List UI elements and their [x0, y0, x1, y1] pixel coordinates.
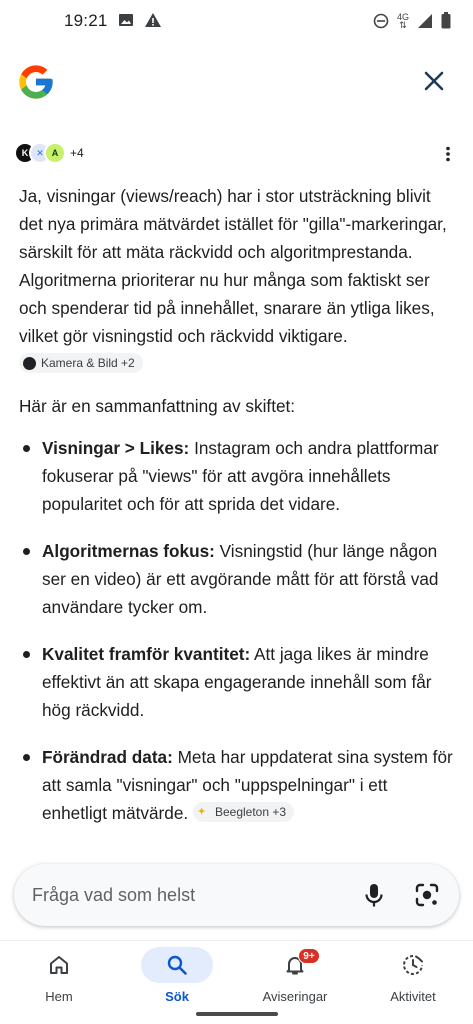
summary-list: [19, 434, 455, 827]
status-time: 19:21: [64, 11, 108, 30]
answer-intro-text: Ja, visningar (views/reach) har i stor utsträckning blivit det nya primära mätvärdet istället för "gilla"-markeringar, särskilt för att mäta räckvidd och algoritmprestanda. Algoritmerna prioriterar nu hur många som faktiskt ser och spenderar tid på innehållet, snarare än ytliga likes, vilket gör visningstid och räckvidd viktigare.: [19, 186, 447, 346]
home-icon: [48, 954, 70, 976]
bullet-title: Visningar > Likes:: [42, 438, 190, 458]
nav-label: Aviseringar: [262, 989, 328, 1004]
activity-icon: [401, 953, 425, 977]
source-chip-label: Kamera & Bild +2: [41, 356, 135, 371]
bullet-text: Att jaga likes är mindre effektivt än att skapa engagerande innehåll som får hög räckvidd.: [42, 644, 432, 720]
bullet-title: Förändrad data:: [42, 747, 173, 767]
ask-input[interactable]: [32, 882, 332, 908]
source-avatar: ✕: [29, 142, 51, 164]
microphone-icon[interactable]: [360, 881, 388, 909]
bullet-text: Visningstid (hur länge någon ser en video) är ett avgörande mått för att förstå vad användare tycker om.: [42, 541, 439, 617]
nav-home[interactable]: [9, 947, 109, 1004]
list-item: [19, 434, 455, 518]
header: [0, 58, 473, 108]
status-bar: [0, 0, 473, 44]
bullet-title: Algoritmernas fokus:: [42, 541, 215, 561]
close-icon[interactable]: [421, 68, 447, 94]
list-item: [19, 640, 455, 724]
dnd-icon: [373, 13, 389, 29]
nav-label: Hem: [45, 989, 73, 1004]
ai-answer: [19, 182, 455, 846]
warning-icon: [144, 12, 162, 28]
nav-notifications[interactable]: [245, 947, 345, 1004]
camera-source-icon: [23, 357, 36, 370]
list-item: [19, 743, 455, 827]
signal-icon: [417, 13, 433, 29]
bee-source-icon: ✦: [196, 805, 207, 818]
nav-label: Aktivitet: [390, 989, 436, 1004]
nav-activity[interactable]: [363, 947, 463, 1004]
google-lens-icon[interactable]: [413, 881, 441, 909]
gesture-handle[interactable]: [196, 1012, 278, 1016]
source-chip[interactable]: [193, 802, 294, 822]
source-chip-label: Beegleton +3: [214, 805, 287, 820]
bullet-text: Instagram och andra plattformar fokuserar på "views" för att avgöra innehållets popularitet och för att sprida det vidare.: [42, 438, 439, 514]
nav-search[interactable]: [127, 947, 227, 1004]
source-chip[interactable]: [19, 353, 143, 373]
google-g-icon: [16, 62, 56, 102]
network-type: 4G ⇅: [396, 11, 409, 30]
sources-row[interactable]: [14, 140, 84, 166]
ask-bar: [14, 864, 459, 926]
search-icon: [166, 954, 188, 976]
answer-intro: [19, 182, 455, 378]
bullet-text: Meta har uppdaterat sina system för att samla "visningar" och "uppspelningar" i ett enhetligt mätvärde.: [42, 747, 453, 823]
sources-more-count: +4: [70, 146, 84, 160]
more-options-icon[interactable]: [445, 146, 451, 162]
source-avatar: A: [44, 142, 66, 164]
bullet-title: Kvalitet framför kvantitet:: [42, 644, 251, 664]
source-avatar: K: [14, 142, 36, 164]
image-notification-icon: [118, 12, 134, 28]
summary-lead: Här är en sammanfattning av skiftet:: [19, 396, 296, 416]
system-icons: [373, 12, 451, 29]
notification-icons: [118, 12, 162, 28]
battery-icon: [441, 12, 451, 29]
notification-badge: 9+: [298, 948, 320, 964]
list-item: [19, 537, 455, 621]
nav-label: Sök: [165, 989, 189, 1004]
